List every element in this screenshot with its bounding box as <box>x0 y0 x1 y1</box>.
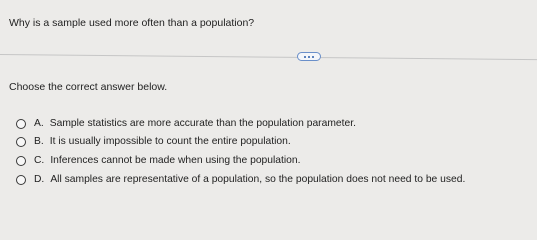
divider <box>0 54 537 60</box>
radio-button-d[interactable] <box>16 175 26 185</box>
option-text: Inferences cannot be made when using the population. <box>50 155 301 166</box>
option-letter: D. <box>34 174 45 185</box>
radio-button-a[interactable] <box>16 119 26 129</box>
option-letter: C. <box>34 155 45 166</box>
option-letter: A. <box>34 118 44 129</box>
ellipsis-icon <box>304 56 314 58</box>
instruction-text: Choose the correct answer below. <box>9 81 168 93</box>
option-b[interactable] <box>16 136 291 147</box>
option-c[interactable] <box>16 155 300 166</box>
option-d[interactable] <box>16 174 465 185</box>
radio-button-b[interactable] <box>16 137 26 147</box>
radio-button-c[interactable] <box>16 156 26 166</box>
option-letter: B. <box>34 136 44 147</box>
question-text: Why is a sample used more often than a population? <box>9 17 255 29</box>
option-text: It is usually impossible to count the entire population. <box>49 136 291 147</box>
option-text: Sample statistics are more accurate than the population parameter. <box>49 118 356 129</box>
option-text: All samples are representative of a population, so the population does not need to be used. <box>50 174 466 185</box>
more-options-button[interactable] <box>297 52 321 61</box>
option-a[interactable] <box>16 118 356 129</box>
